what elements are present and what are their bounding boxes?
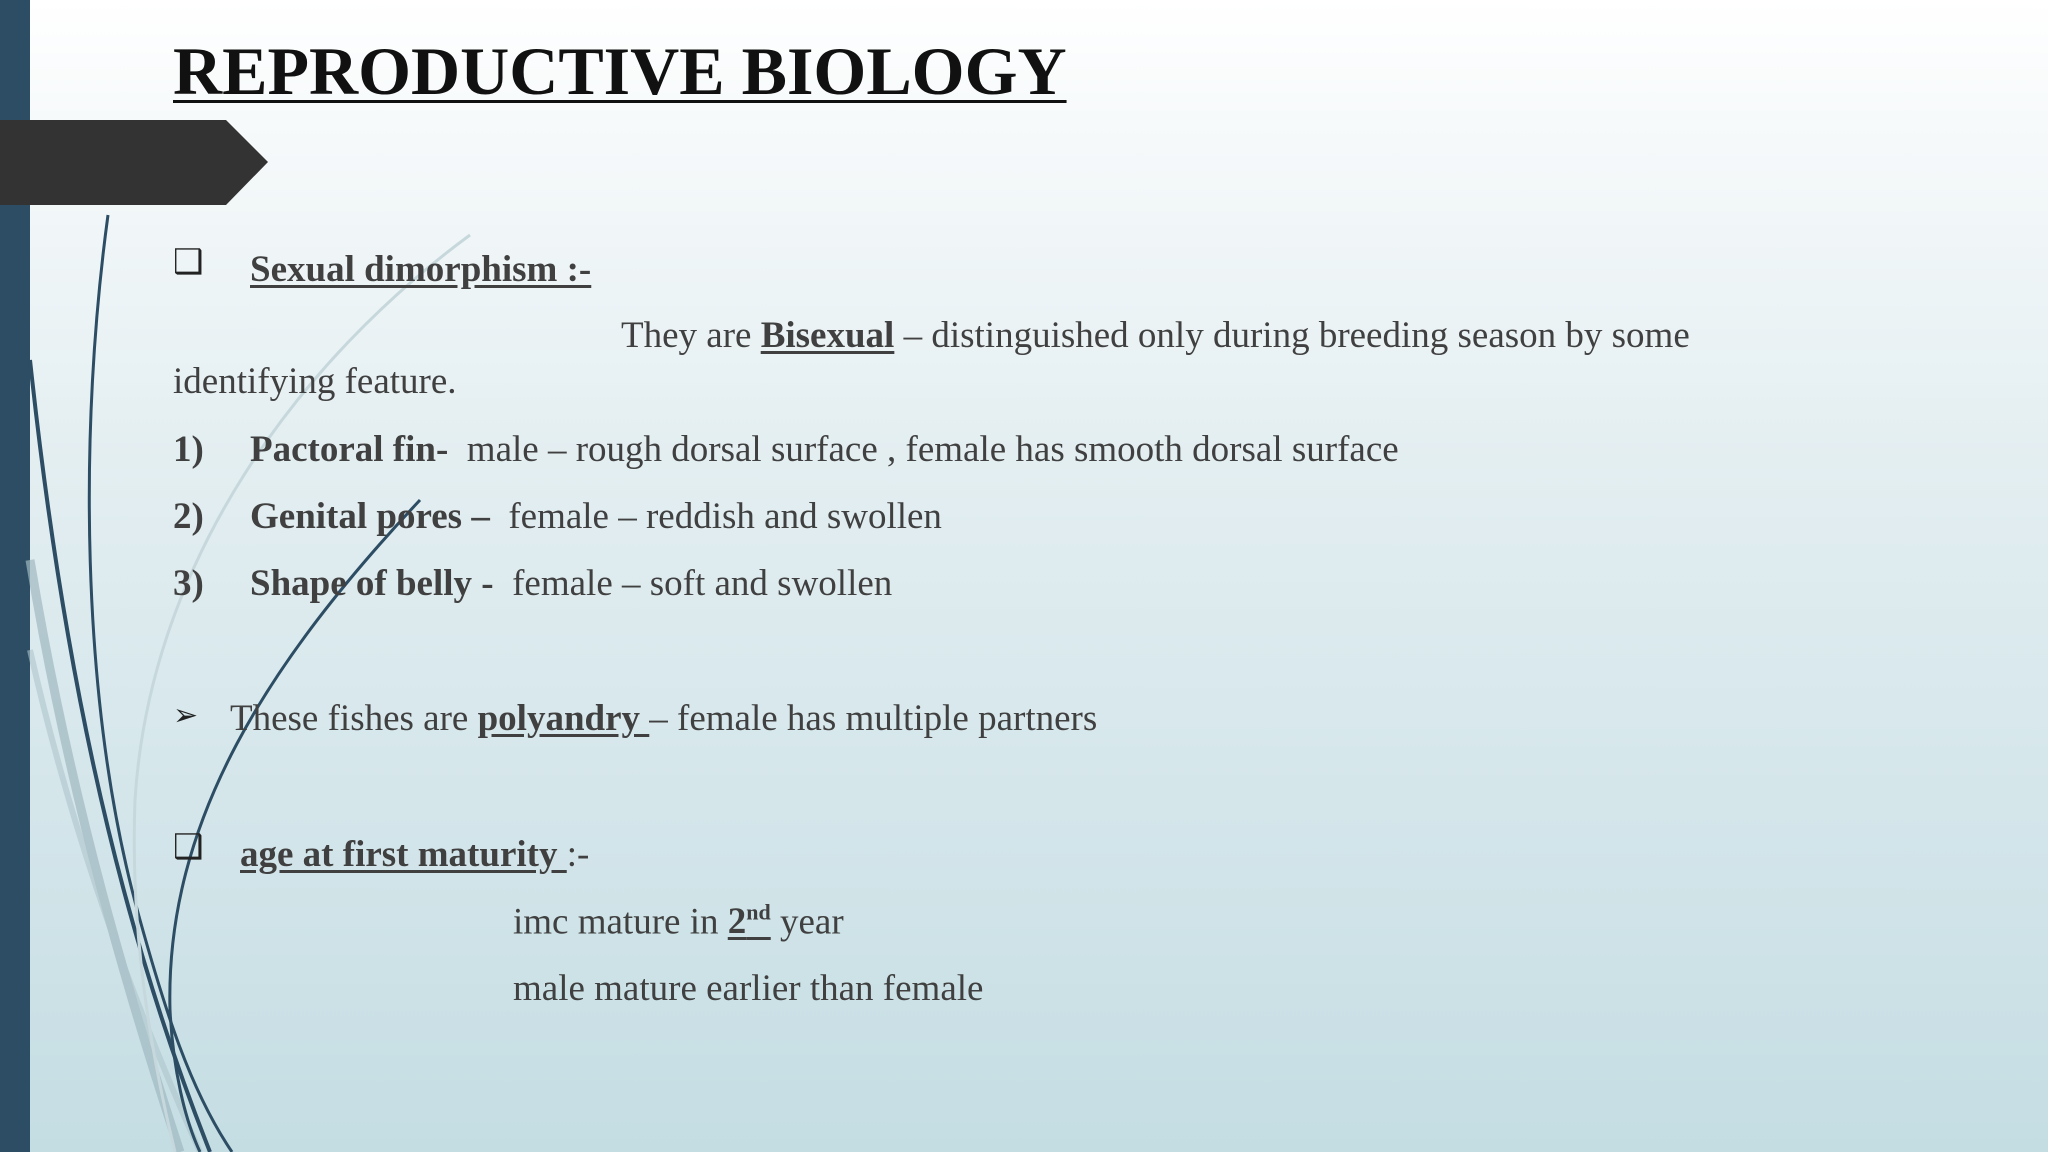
- polyandry-bold: polyandry: [477, 698, 650, 739]
- list-item: [250, 562, 892, 605]
- maturity-line-2: male mature earlier than female: [513, 968, 984, 1009]
- list-number: 3): [173, 563, 204, 604]
- list-item-text: male – rough dorsal surface , female has smooth dorsal surface: [466, 429, 1399, 470]
- maturity-line1-number: [728, 901, 771, 942]
- ordinal-suffix: nd: [746, 900, 771, 925]
- maturity-heading-suffix: :-: [566, 834, 590, 875]
- maturity-line1-suffix: year: [770, 901, 844, 943]
- list-item-label: Pactoral fin-: [250, 429, 449, 470]
- intro-suffix: – distinguished only during breeding season by some: [894, 315, 1690, 356]
- maturity-heading: age at first maturity: [240, 834, 567, 875]
- list-item: [250, 495, 942, 538]
- list-item-label: Genital pores –: [250, 496, 490, 537]
- section-heading-sexual-dimorphism: Sexual dimorphism :-: [250, 249, 592, 290]
- polyandry-prefix: These fishes are: [230, 698, 478, 739]
- list-item-text: female – reddish and swollen: [508, 496, 942, 537]
- polyandry-suffix: – female has multiple partners: [649, 698, 1098, 739]
- intro-bold-bisexual: Bisexual: [760, 315, 895, 356]
- maturity-line1-prefix: imc mature in: [513, 901, 728, 943]
- list-item-label: Shape of belly -: [250, 563, 494, 604]
- list-item: [250, 428, 1399, 471]
- list-number: 2): [173, 496, 204, 537]
- intro-line-1: [621, 314, 1690, 357]
- checkbox-bullet-icon: ❑: [173, 829, 204, 866]
- intro-prefix: They are: [621, 315, 761, 356]
- list-item-text: female – soft and swollen: [512, 563, 893, 604]
- polyandry-line: [230, 697, 1097, 740]
- slide-title: REPRODUCTIVE BIOLOGY: [173, 33, 1067, 109]
- maturity-line-1: [513, 900, 844, 943]
- section-heading-age-at-first-maturity: [240, 833, 589, 876]
- intro-line-2: identifying feature.: [173, 361, 457, 402]
- ordinal-number: 2: [727, 901, 747, 943]
- checkbox-bullet-icon: ❑: [173, 244, 204, 281]
- list-number: 1): [173, 429, 204, 470]
- arrow-tab-shape: [0, 120, 268, 205]
- arrow-bullet-icon: ➢: [173, 699, 199, 732]
